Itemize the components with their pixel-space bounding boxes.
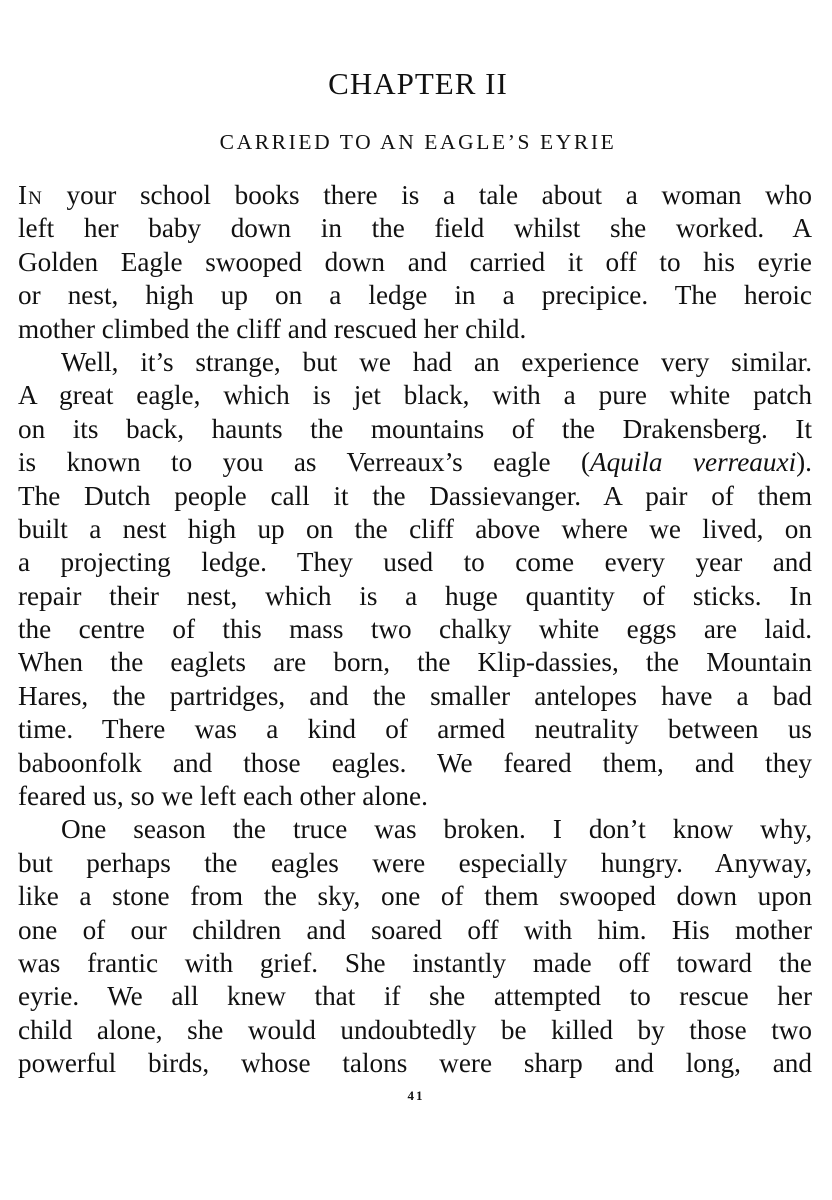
- text-line: eyrie. We all knew that if she attempted to rescue her: [18, 981, 812, 1012]
- chapter-number: CHAPTER II: [328, 66, 508, 101]
- text-line: left her baby down in the field whilst she worked. A: [18, 213, 812, 244]
- chapter-body: [18, 179, 812, 1081]
- text-line: Well, it’s strange, but we had an experience very similar.: [61, 346, 812, 377]
- text-line: the centre of this mass two chalky white eggs are laid.: [18, 614, 812, 645]
- text-line: a projecting ledge. They used to come every year and: [18, 547, 812, 578]
- chapter-title: CARRIED TO AN EAGLE’S EYRIE: [219, 130, 617, 154]
- text-line: but perhaps the eagles were especially hungry. Anyway,: [18, 847, 812, 878]
- lead-smallcap: N: [28, 188, 43, 209]
- text-line: is known to you as Verreaux’s eagle (Aquila verreauxi).: [18, 447, 812, 478]
- text-line: on its back, haunts the mountains of the Drakensberg. It: [18, 413, 812, 444]
- text-line: mother climbed the cliff and rescued her child.: [18, 313, 527, 344]
- paragraph-1: [18, 179, 812, 346]
- text-line: or nest, high up on a ledge in a precipice. The heroic: [18, 280, 812, 311]
- lead-initial: I: [18, 180, 29, 210]
- text-line: child alone, she would undoubtedly be killed by those two: [18, 1014, 812, 1045]
- text-line: like a stone from the sky, one of them swooped down upon: [18, 881, 812, 912]
- text-line: feared us, so we left each other alone.: [18, 781, 428, 812]
- text-line: powerful birds, whose talons were sharp and long, and: [18, 1048, 812, 1079]
- paragraph-3: [18, 813, 812, 1080]
- paragraph-2: [18, 346, 812, 813]
- text-line: Hares, the partridges, and the smaller antelopes have a bad: [18, 680, 812, 711]
- text-line: When the eaglets are born, the Klip-dassies, the Mountain: [18, 647, 812, 678]
- page-number: 41: [407, 1088, 425, 1103]
- text-line: was frantic with grief. She instantly made off toward the: [18, 947, 812, 978]
- text-line: Golden Eagle swooped down and carried it off to his eyrie: [18, 246, 812, 277]
- text-line: IN your school books there is a tale about a woman who: [18, 180, 812, 210]
- latin-name: Aquila verreauxi: [590, 447, 797, 478]
- text-line: built a nest high up on the cliff above where we lived, on: [18, 513, 812, 544]
- text-line: The Dutch people call it the Dassievanger. A pair of them: [18, 480, 812, 511]
- text-line: time. There was a kind of armed neutrality between us: [18, 714, 812, 745]
- text-line: repair their nest, which is a huge quantity of sticks. In: [18, 580, 812, 611]
- text-line: A great eagle, which is jet black, with a pure white patch: [18, 380, 812, 411]
- text-line: baboonfolk and those eagles. We feared them, and they: [18, 747, 812, 778]
- text-line: One season the truce was broken. I don’t know why,: [61, 814, 812, 845]
- text-line: one of our children and soared off with him. His mother: [18, 914, 812, 945]
